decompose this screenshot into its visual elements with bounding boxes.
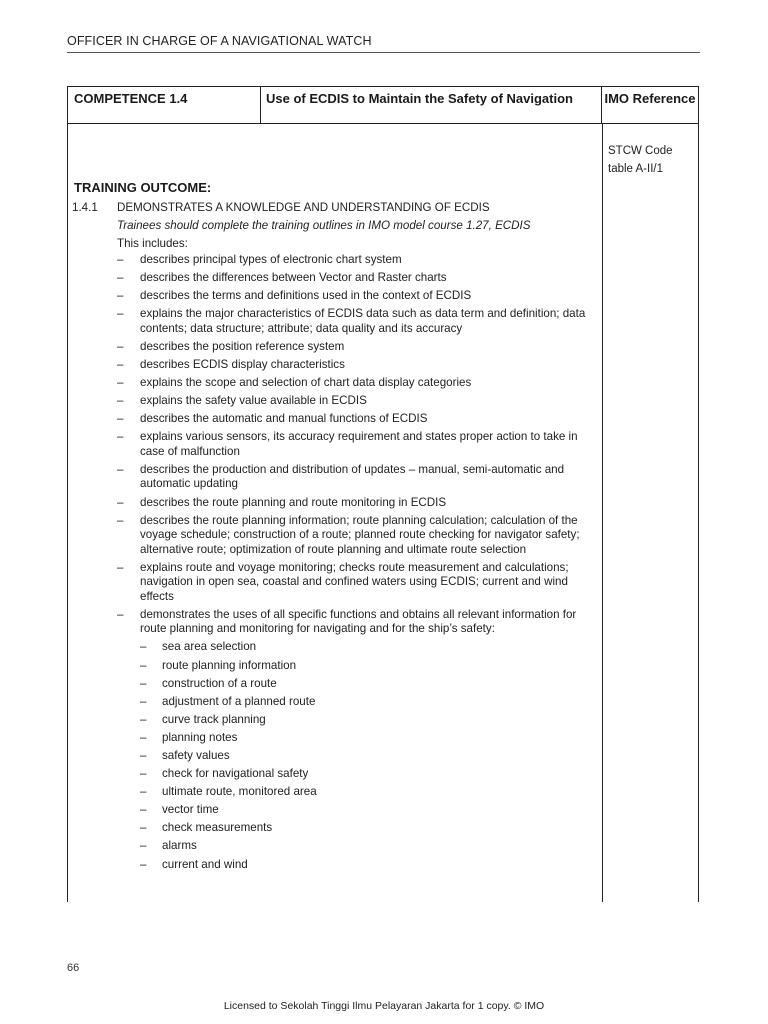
- sub-list-item-text: planning notes: [162, 730, 238, 744]
- list-item: [72, 608, 600, 637]
- list-item-text: describes the differences between Vector and Raster charts: [140, 271, 447, 285]
- competence-table: [67, 86, 699, 902]
- dash-bullet: –: [117, 307, 124, 321]
- list-item-text: describes ECDIS display characteristics: [140, 357, 345, 371]
- dash-bullet: –: [140, 640, 147, 654]
- sub-list-item-text: sea area selection: [162, 640, 257, 654]
- dash-bullet: –: [117, 253, 124, 266]
- dash-bullet: –: [117, 339, 124, 353]
- sub-list-item-text: construction of a route: [162, 676, 277, 690]
- dash-bullet: –: [140, 676, 147, 690]
- dash-bullet: –: [117, 430, 124, 444]
- list-item-text: explains route and voyage monitoring; checks route measurement and calculations; navigation in open sea, coastal and confined waters using ECDIS; current and wind effects: [140, 560, 569, 603]
- table-body: [68, 124, 698, 902]
- outcome-sublist: [72, 640, 600, 872]
- sub-list-item-text: curve track planning: [162, 712, 266, 726]
- sub-list-item: [72, 713, 600, 728]
- dash-bullet: –: [117, 607, 124, 621]
- list-item-text: describes the route planning and route monitoring in ECDIS: [140, 495, 447, 509]
- dash-bullet: –: [117, 271, 124, 285]
- dash-bullet: –: [140, 857, 147, 871]
- competence-number: COMPETENCE 1.4: [68, 87, 261, 123]
- list-item-text: describes the position reference system: [140, 339, 345, 353]
- sub-list-item-text: check for navigational safety: [162, 767, 309, 781]
- sub-list-item-text: safety values: [162, 748, 230, 762]
- dash-bullet: –: [117, 513, 124, 527]
- sub-list-item-text: ultimate route, monitored area: [162, 785, 317, 799]
- list-item-text: explains the safety value available in ECDIS: [140, 394, 367, 408]
- sub-list-item: [72, 659, 600, 674]
- dash-bullet: –: [140, 821, 147, 835]
- list-item: [72, 430, 600, 459]
- dash-bullet: –: [117, 394, 124, 408]
- list-item: [72, 307, 600, 336]
- outcome-list: [72, 253, 600, 637]
- dash-bullet: –: [117, 289, 124, 303]
- running-header: OFFICER IN CHARGE OF A NAVIGATIONAL WATCH: [67, 34, 372, 48]
- dash-bullet: –: [117, 560, 124, 574]
- license-notice: Licensed to Sekolah Tinggi Ilmu Pelayaran Jakarta for 1 copy. © IMO: [223, 1000, 545, 1012]
- list-item: [72, 289, 600, 304]
- sub-list-item-text: current and wind: [162, 857, 248, 871]
- reference-line: table A-II/1: [608, 163, 663, 175]
- list-item: [72, 340, 600, 355]
- list-item: [72, 253, 600, 268]
- sub-list-item-text: vector time: [162, 803, 219, 817]
- training-outcome-heading: TRAINING OUTCOME:: [74, 180, 212, 195]
- outcome-title-row: [72, 199, 600, 217]
- imo-reference-header: IMO Reference: [604, 91, 696, 106]
- table-header-row: [68, 87, 698, 124]
- dash-bullet: –: [140, 767, 147, 781]
- list-item-text: explains the scope and selection of chart data display categories: [140, 376, 472, 390]
- sub-list-item: [72, 767, 600, 782]
- outcome-title: DEMONSTRATES A KNOWLEDGE AND UNDERSTANDING OF ECDIS: [117, 201, 490, 214]
- sub-list-item: [72, 785, 600, 800]
- dash-bullet: –: [140, 712, 147, 726]
- sub-list-item: [72, 749, 600, 764]
- reference-line: STCW Code: [608, 145, 673, 157]
- dash-bullet: –: [117, 495, 124, 509]
- sub-list-item: [72, 695, 600, 710]
- sub-list-item: [72, 803, 600, 818]
- list-item-text: explains various sensors, its accuracy requirement and states proper action to take in case of malfunction: [140, 430, 578, 458]
- list-item: [72, 514, 600, 558]
- dash-bullet: –: [117, 357, 124, 371]
- list-item-text: describes principal types of electronic chart system: [140, 253, 402, 266]
- dash-bullet: –: [140, 658, 147, 672]
- list-item-text: explains the major characteristics of ECDIS data such as data term and definition; data contents; data structure; attribute; data quality and its accuracy: [140, 307, 586, 335]
- dash-bullet: –: [117, 412, 124, 426]
- sub-list-item: [72, 858, 600, 873]
- imo-reference-cell: [608, 142, 673, 178]
- sub-list-item: [72, 839, 600, 854]
- list-item: [72, 463, 600, 492]
- dash-bullet: –: [140, 839, 147, 853]
- list-item: [72, 394, 600, 409]
- outcome-content: [72, 199, 600, 876]
- includes-label: This includes:: [117, 237, 188, 250]
- dash-bullet: –: [140, 748, 147, 762]
- sub-list-item: [72, 677, 600, 692]
- list-item-text: describes the terms and definitions used in the context of ECDIS: [140, 289, 472, 303]
- list-item: [72, 412, 600, 427]
- outcome-number: 1.4.1: [72, 201, 98, 214]
- list-item: [72, 496, 600, 511]
- dash-bullet: –: [140, 785, 147, 799]
- list-item: [72, 561, 600, 605]
- page-number: 66: [67, 962, 80, 974]
- list-item: [72, 376, 600, 391]
- list-item-text: demonstrates the uses of all specific functions and obtains all relevant information for route planning and monitoring for navigating and for the ship’s safety:: [140, 607, 577, 636]
- list-item-text: describes the route planning information; route planning calculation; calculation of the voyage schedule; construction of a route; planned route checking for navigator safety; alternative route; optimization of route planning and ultimate route selection: [140, 513, 580, 556]
- sub-list-item-text: adjustment of a planned route: [162, 694, 316, 708]
- dash-bullet: –: [117, 462, 124, 476]
- sub-list-item-text: route planning information: [162, 658, 297, 672]
- outcome-note: Trainees should complete the training outlines in IMO model course 1.27, ECDIS: [117, 219, 531, 232]
- dash-bullet: –: [117, 376, 124, 390]
- sub-list-item-text: alarms: [162, 839, 197, 853]
- sub-list-item: [72, 731, 600, 746]
- sub-list-item: [72, 640, 600, 655]
- sub-list-item: [72, 821, 600, 836]
- list-item: [72, 271, 600, 286]
- dash-bullet: –: [140, 803, 147, 817]
- dash-bullet: –: [140, 730, 147, 744]
- dash-bullet: –: [140, 694, 147, 708]
- header-rule: [67, 52, 700, 53]
- competence-title: Use of ECDIS to Maintain the Safety of Navigation: [261, 87, 602, 123]
- sub-list-item-text: check measurements: [162, 821, 273, 835]
- list-item: [72, 358, 600, 373]
- list-item-text: describes the automatic and manual functions of ECDIS: [140, 412, 428, 426]
- list-item-text: describes the production and distribution of updates – manual, semi-automatic and automatic updating: [140, 462, 565, 491]
- column-divider: [602, 124, 603, 902]
